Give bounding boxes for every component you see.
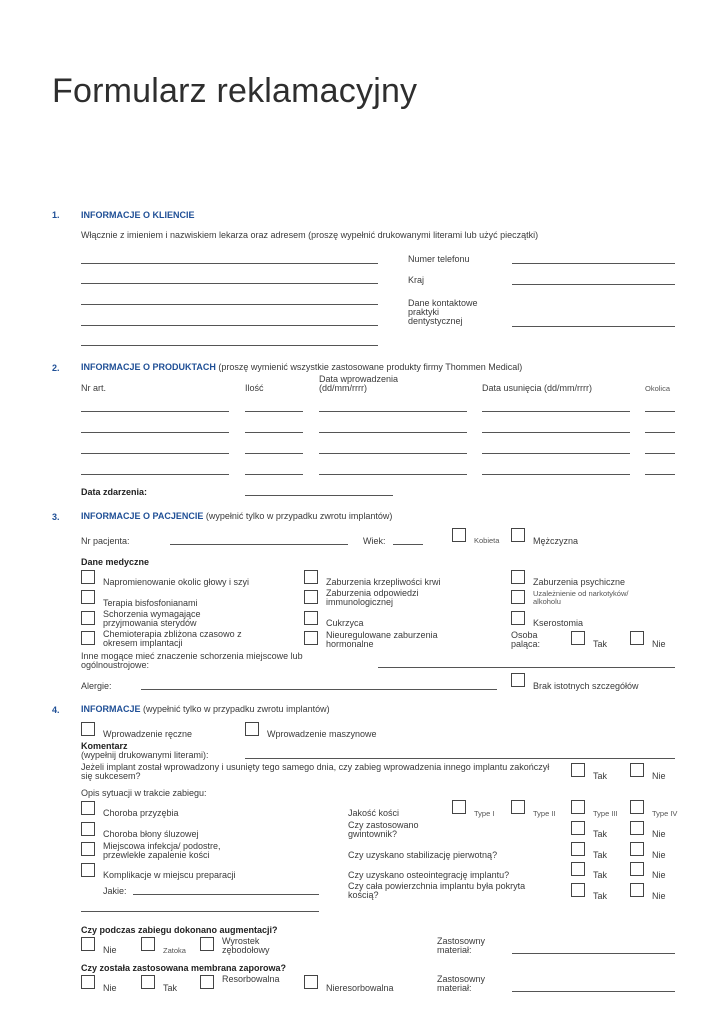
female-label: Kobieta (474, 536, 500, 545)
smoker-yes-checkbox[interactable] (571, 631, 585, 645)
smoker-no-checkbox[interactable] (630, 631, 644, 645)
type2-checkbox[interactable] (511, 800, 525, 814)
same-day-yes-checkbox[interactable] (571, 763, 585, 777)
male-label: Mężczyzna (533, 536, 579, 546)
insertion-date-field[interactable] (319, 453, 467, 454)
tap-no-label: Nie (652, 829, 666, 839)
steroids-checkbox[interactable] (81, 611, 95, 625)
membrane-yes-label: Tak (163, 983, 178, 993)
immune-disorders-checkbox[interactable] (304, 590, 318, 604)
quantity-field[interactable] (245, 411, 303, 412)
diabetes-checkbox[interactable] (304, 611, 318, 625)
nonresorbable-checkbox[interactable] (304, 975, 318, 989)
client-line-3[interactable] (81, 304, 378, 305)
country-field[interactable] (512, 284, 675, 285)
membrane-question: Czy została zastosowana membrana zaporowa? (81, 963, 287, 973)
membrane-yes-checkbox[interactable] (141, 975, 155, 989)
type2-label: Type II (533, 809, 556, 818)
coverage-no-checkbox[interactable] (630, 883, 644, 897)
hormonal-disorders-checkbox[interactable] (304, 631, 318, 645)
mucosal-disease-label: Choroba błony śluzowej (103, 829, 199, 839)
periodontitis-checkbox[interactable] (81, 801, 95, 815)
augmentation-question: Czy podczas zabiegu dokonano augmentacji? (81, 925, 278, 935)
section-3-number: 3. (52, 512, 60, 522)
age-label: Wiek: (363, 536, 386, 546)
preparation-complications-checkbox[interactable] (81, 863, 95, 877)
preparation-complications-label: Komplikacje w miejscu preparacji (103, 870, 236, 880)
bisphosphonate-checkbox[interactable] (81, 590, 95, 604)
comment-field[interactable] (245, 758, 675, 759)
osseo-yes-checkbox[interactable] (571, 862, 585, 876)
psychiatric-disorders-label: Zaburzenia psychiczne (533, 577, 626, 587)
insertion-date-field[interactable] (319, 474, 467, 475)
quantity-field[interactable] (245, 453, 303, 454)
type1-label: Type I (474, 809, 495, 818)
client-line-4[interactable] (81, 325, 378, 326)
tap-yes-label: Tak (593, 829, 608, 839)
allergies-label: Alergie: (81, 681, 112, 691)
country-label: Kraj (408, 275, 425, 285)
osseointegration-question: Czy uzyskano osteointegrację implantu? (348, 870, 510, 880)
resorbable-label: Resorbowalna (222, 974, 280, 984)
manual-insertion-checkbox[interactable] (81, 722, 95, 736)
steroids-label: Schorzenia wymagające przyjmowania sterydów (103, 609, 201, 628)
client-line-2[interactable] (81, 283, 378, 284)
tap-yes-checkbox[interactable] (571, 821, 585, 835)
local-infection-checkbox[interactable] (81, 842, 95, 856)
same-day-no-label: Nie (652, 771, 666, 781)
coagulation-disorders-checkbox[interactable] (304, 570, 318, 584)
bone-quality-label: Jakość kości (348, 808, 400, 818)
client-description: Włącznie z imieniem i nazwiskiem lekarza oraz adresem (proszę wypełnić drukowanymi literami lub użyć pieczątki) (81, 230, 539, 240)
tap-question: Czy zastosowano gwintownik? (348, 820, 419, 839)
which-label: Jakie: (103, 886, 127, 896)
article-field[interactable] (81, 474, 229, 475)
sinus-label: Zatoka (163, 946, 186, 955)
type4-checkbox[interactable] (630, 800, 644, 814)
same-day-no-checkbox[interactable] (630, 763, 644, 777)
situation-label: Opis sytuacji w trakcie zabiegu: (81, 788, 207, 798)
xerostomia-label: Kserostomia (533, 618, 584, 628)
bone-coverage-question: Czy cała powierzchnia implantu była pokryta kością? (348, 881, 526, 900)
same-day-yes-label: Tak (593, 771, 608, 781)
contact-label: Dane kontaktowe praktyki dentystycznej (408, 298, 478, 326)
addiction-checkbox[interactable] (511, 590, 525, 604)
quantity-field[interactable] (245, 474, 303, 475)
type3-checkbox[interactable] (571, 800, 585, 814)
chemotherapy-label: Chemioterapia zbliżona czasowo z okresem implantacji (103, 629, 242, 648)
article-field[interactable] (81, 453, 229, 454)
membrane-no-label: Nie (103, 983, 117, 993)
chemotherapy-checkbox[interactable] (81, 631, 95, 645)
coagulation-disorders-label: Zaburzenia krzepliwości krwi (326, 577, 441, 587)
patient-number-field[interactable] (170, 544, 348, 545)
xerostomia-checkbox[interactable] (511, 611, 525, 625)
client-line-5[interactable] (81, 345, 378, 346)
other-conditions-label: Inne mogące mieć znaczenie schorzenia miejscowe lub ogólnoustrojowe: (81, 651, 303, 670)
quantity-field[interactable] (245, 432, 303, 433)
primary-no-label: Nie (652, 850, 666, 860)
ridge-checkbox[interactable] (200, 937, 214, 951)
hormonal-disorders-label: Nieuregulowane zaburzenia hormonalne (326, 630, 438, 649)
manual-insertion-label: Wprowadzenie ręczne (103, 729, 193, 739)
periodontitis-label: Choroba przyzębia (103, 808, 179, 818)
local-infection-label: Miejscowa infekcja/ podostre, przewlekłe zapalenie kości (103, 841, 221, 860)
machine-insertion-label: Wprowadzenie maszynowe (267, 729, 377, 739)
event-date-field[interactable] (245, 495, 393, 496)
head-neck-radiation-checkbox[interactable] (81, 570, 95, 584)
machine-insertion-checkbox[interactable] (245, 722, 259, 736)
head-neck-radiation-label: Napromienowanie okolic głowy i szyi (103, 577, 250, 587)
membrane-material-label: Zastosowny materiał: (437, 974, 486, 993)
primary-yes-label: Tak (593, 850, 608, 860)
augmentation-no-checkbox[interactable] (81, 937, 95, 951)
osseo-no-label: Nie (652, 870, 666, 880)
section-2-number: 2. (52, 363, 60, 373)
type4-label: Type IV (652, 809, 678, 818)
removal-date-field[interactable] (482, 411, 630, 412)
no-details-label: Brak istotnych szczegółów (533, 681, 639, 691)
section-1-number: 1. (52, 210, 60, 220)
male-checkbox[interactable] (511, 528, 525, 542)
other-conditions-field[interactable] (378, 667, 675, 668)
primary-stability-question: Czy uzyskano stabilizację pierwotną? (348, 850, 498, 860)
page-title: Formularz reklamacyjny (52, 72, 418, 110)
patient-number-label: Nr pacjenta: (81, 536, 130, 546)
same-day-success-question: Jeżeli implant został wprowadzony i usunięty tego samego dnia, czy zabieg wprowadzenia innego implantu zakończył się sukcesem? (81, 762, 550, 781)
membrane-material-field[interactable] (512, 991, 675, 992)
sinus-checkbox[interactable] (141, 937, 155, 951)
event-date-label: Data zdarzenia: (81, 487, 148, 497)
addiction-label: Uzależnienie od narkotyków/ alkoholu (533, 589, 629, 606)
removal-date-field[interactable] (482, 474, 630, 475)
comment-label: Komentarz (81, 741, 128, 751)
client-line-1[interactable] (81, 263, 378, 264)
phone-label: Numer telefonu (408, 254, 470, 264)
type1-checkbox[interactable] (452, 800, 466, 814)
augmentation-material-label: Zastosowny materiał: (437, 936, 486, 955)
col-article-number: Nr art. (81, 383, 107, 393)
region-field[interactable] (645, 411, 675, 412)
region-field[interactable] (645, 474, 675, 475)
insertion-date-field[interactable] (319, 411, 467, 412)
section-4-heading: INFORMACJE (wypełnić tylko w przypadku zwrotu implantów) (81, 704, 330, 714)
comment-note: (wypełnij drukowanymi literami): (81, 750, 209, 760)
col-removal-date: Data usunięcia (dd/mm/rrrr) (482, 383, 593, 393)
smoker-yes-label: Tak (593, 639, 608, 649)
section-2-heading: INFORMACJE O PRODUKTACH (proszę wymienić wszystkie zastosowane produkty firmy Thommen Medical) (81, 362, 523, 372)
female-checkbox[interactable] (452, 528, 466, 542)
smoker-no-label: Nie (652, 639, 666, 649)
immune-disorders-label: Zaburzenia odpowiedzi immunologicznej (326, 588, 419, 607)
contact-field[interactable] (512, 326, 675, 327)
removal-date-field[interactable] (482, 453, 630, 454)
region-field[interactable] (645, 432, 675, 433)
age-field[interactable] (393, 544, 423, 545)
type3-label: Type III (593, 809, 618, 818)
osseo-yes-label: Tak (593, 870, 608, 880)
augmentation-material-field[interactable] (512, 953, 675, 954)
nonresorbable-label: Nieresorbowalna (326, 983, 394, 993)
augmentation-no-label: Nie (103, 945, 117, 955)
col-insertion-date: Data wprowadzenia (dd/mm/rrrr) (319, 374, 399, 393)
region-field[interactable] (645, 453, 675, 454)
col-region: Okolica (645, 384, 671, 393)
bisphosphonate-label: Terapia bisfosfonianami (103, 598, 198, 608)
section-4-number: 4. (52, 705, 60, 715)
article-field[interactable] (81, 432, 229, 433)
which-field-2[interactable] (81, 911, 319, 912)
insertion-date-field[interactable] (319, 432, 467, 433)
psychiatric-disorders-checkbox[interactable] (511, 570, 525, 584)
section-3-heading: INFORMACJE O PACJENCIE (wypełnić tylko w przypadku zwrotu implantów) (81, 511, 393, 521)
smoker-label: Osoba paląca: (511, 630, 541, 649)
coverage-yes-label: Tak (593, 891, 608, 901)
coverage-no-label: Nie (652, 891, 666, 901)
tap-no-checkbox[interactable] (630, 821, 644, 835)
primary-no-checkbox[interactable] (630, 842, 644, 856)
which-field[interactable] (133, 894, 319, 895)
diabetes-label: Cukrzyca (326, 618, 364, 628)
ridge-label: Wyrostek zębodołowy (222, 936, 270, 955)
coverage-yes-checkbox[interactable] (571, 883, 585, 897)
col-quantity: Ilość (245, 383, 264, 393)
section-1-heading: INFORMACJE O KLIENCIE (81, 210, 195, 220)
no-details-checkbox[interactable] (511, 673, 525, 687)
allergies-field[interactable] (141, 689, 497, 690)
primary-yes-checkbox[interactable] (571, 842, 585, 856)
membrane-no-checkbox[interactable] (81, 975, 95, 989)
resorbable-checkbox[interactable] (200, 975, 214, 989)
removal-date-field[interactable] (482, 432, 630, 433)
phone-field[interactable] (512, 263, 675, 264)
medical-data-heading: Dane medyczne (81, 557, 150, 567)
mucosal-disease-checkbox[interactable] (81, 822, 95, 836)
osseo-no-checkbox[interactable] (630, 862, 644, 876)
article-field[interactable] (81, 411, 229, 412)
